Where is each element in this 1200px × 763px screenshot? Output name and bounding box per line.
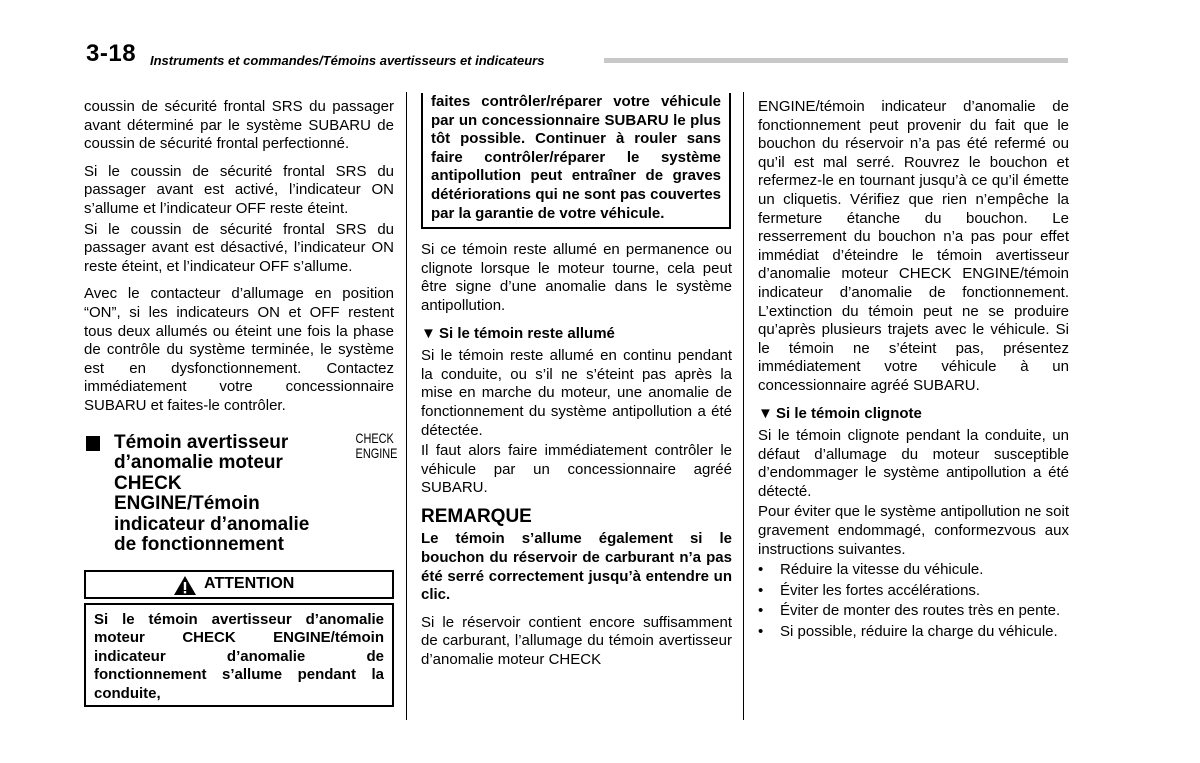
section-title: Instruments et commandes/Témoins avertisseurs et indicateurs [150, 53, 545, 68]
paragraph: Si le témoin clignote pendant la conduite, un défaut d’allumage du moteur susceptible d’endommager le système antipollution a été détecté. [758, 427, 1069, 500]
check-engine-icon [355, 429, 398, 461]
attention-continuation: faites contrôler/réparer votre véhicule par un concessionnaire SUBARU le plus tôt possible. Continuer à rouler sans faire contrôler/réparer le système antipollution peut entraîner de graves détériorations qui ne sont pas couvertes par la garantie de votre véhicule. [421, 93, 731, 229]
attention-text: Si le témoin avertisseur d’anomalie moteur CHECK ENGINE/témoin indicateur d’anomalie de fonctionnement s’allume pendant la conduite, [84, 603, 394, 708]
page-header [86, 40, 1068, 70]
list-item [758, 561, 1069, 580]
list-item-text: Si possible, réduire la charge du véhicule. [780, 623, 1058, 641]
icon-line: CHECK [355, 429, 394, 446]
list-item [758, 582, 1069, 601]
paragraph: coussin de sécurité frontal SRS du passager avant déterminé par le système SUBARU de coussin de sécurité frontal perfectionné. [84, 98, 394, 153]
list-item-text: Réduire la vitesse du véhicule. [780, 561, 984, 579]
section-heading [84, 429, 398, 556]
column-2 [421, 93, 732, 679]
warning-icon [173, 575, 197, 596]
header-rule [604, 58, 1068, 63]
subheading-text: Si le témoin clignote [776, 404, 922, 422]
remarque-heading: REMARQUE [421, 505, 532, 527]
column-1 [84, 98, 398, 707]
paragraph: Si le réservoir contient encore suffisamment de carburant, l’allumage du témoin avertisseur d’anomalie moteur CHECK [421, 613, 732, 669]
paragraph: Avec le contacteur d’allumage en position “ON”, si les indicateurs ON et OFF restent tous deux allumés ou éteint une fois la phase de contrôle du système terminée, le système est en dysfonctionnement. Contactez immédiatement votre concessionnaire SUBARU et faites-le contrôler. [84, 285, 394, 414]
paragraph: Si le coussin de sécurité frontal SRS du passager avant est activé, l’indicateur ON s’allume et l’indicateur OFF reste éteint. [84, 162, 394, 217]
paragraph: Il faut alors faire immédiatement contrôler le véhicule par un concessionnaire agréé SUBARU. [421, 442, 732, 497]
attention-header [84, 570, 394, 599]
list-item [758, 623, 1069, 642]
icon-line: ENGINE [355, 444, 398, 461]
list-item [758, 602, 1069, 621]
bullet-icon: • [758, 602, 764, 620]
remarque-text: Le témoin s’allume également si le bouchon du réservoir de carburant n’a pas été serré correctement jusqu’à entendre un clic. [421, 530, 732, 604]
column-3 [758, 98, 1069, 644]
bullet-icon: • [758, 561, 764, 579]
column-divider [406, 92, 407, 720]
subheading-text: Si le témoin reste allumé [439, 324, 615, 342]
list-item-text: Éviter de monter des routes très en pente. [780, 602, 1061, 620]
triangle-down-icon: ▼ [758, 404, 773, 422]
triangle-down-icon: ▼ [421, 324, 436, 342]
heading-square-icon [86, 436, 100, 451]
paragraph: Si ce témoin reste allumé en permanence ou clignote lorsque le moteur tourne, cela peut être signe d’une anomalie dans le système antipollution. [421, 241, 732, 314]
heading-text: Témoin avertisseur d’anomalie moteur CHECK ENGINE/Témoin indicateur d’anomalie de fonctionnement [114, 431, 310, 555]
subheading [758, 405, 1069, 424]
column-divider [743, 92, 744, 720]
paragraph: Pour éviter que le système antipollution ne soit gravement endommagé, conformezvous aux instructions suivantes. [758, 503, 1069, 558]
subheading [421, 325, 732, 344]
paragraph: ENGINE/témoin indicateur d’anomalie de fonctionnement peut provenir du fait que le bouchon du réservoir n’a pas été refermé ou qu’il est mal serré. Rouvrez le bouchon et refermez-le en tournant jusqu’à ce qu’il émette un cliquetis. Vérifiez que rien n’empêche la fermeture étanche du bouchon. Le resserrement du bouchon n’a pas pour effet immédiat d’éteindre le témoin avertisseur d’anomalie moteur CHECK ENGINE/témoin indicateur d’anomalie de fonctionnement. L’extinction du témoin peut ne se produire qu’après plusieurs trajets avec le véhicule. Si le témoin ne s’éteint pas, présentez immédiatement votre véhicule à un concessionnaire agréé SUBARU. [758, 98, 1069, 394]
bullet-icon: • [758, 581, 764, 599]
bullet-icon: • [758, 623, 764, 641]
attention-label: ATTENTION [204, 574, 295, 592]
paragraph: Si le témoin reste allumé en continu pendant la conduite, ou s’il ne s’éteint pas après la mise en marche du moteur, une anomalie de fonctionnement du système antipollution a été détectée. [421, 347, 732, 439]
paragraph: Si le coussin de sécurité frontal SRS du passager avant est désactivé, l’indicateur ON reste éteint, et l’indicateur OFF s’allume. [84, 220, 394, 275]
page-number: 3-18 [86, 40, 137, 67]
list-item-text: Éviter les fortes accélérations. [780, 581, 981, 599]
